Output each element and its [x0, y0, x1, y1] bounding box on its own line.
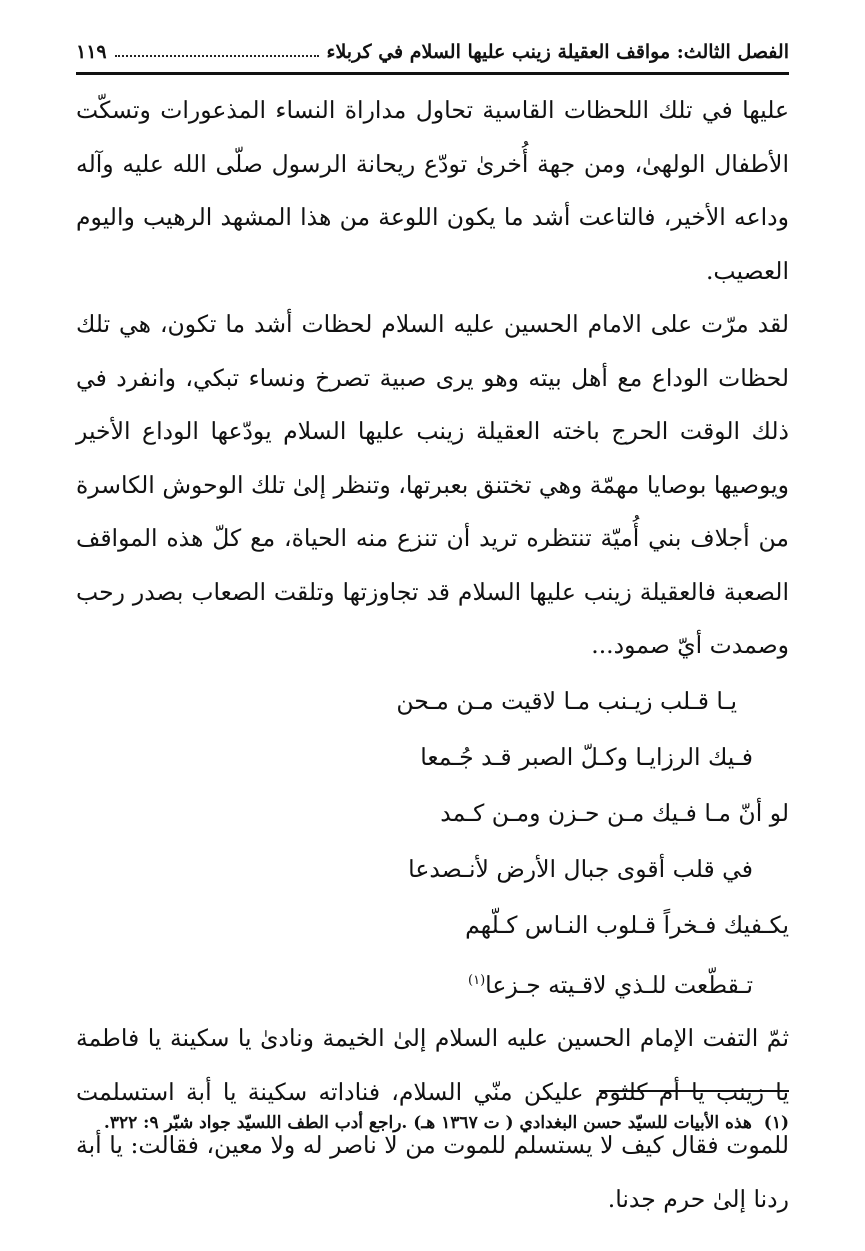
footnote	[76, 1105, 789, 1141]
dot-leader	[115, 35, 319, 57]
poem-line-6-text: تـقطّعت للـذي لاقـيته جـزعا	[485, 970, 753, 999]
poem	[76, 673, 789, 1013]
main-text	[76, 84, 789, 1226]
footnote-number: (١)	[763, 1113, 789, 1133]
paragraph-3: ثمّ التفت الإمام الحسين عليه السلام إلىٰ الخيمة ونادىٰ يا سكينة يا فاطمة يا زينب يا أم كلثوم عليكن منّي السلام، فناداته سكينة يا أبة استسلمت للموت فقال كيف لا يستسلم للموت من لا ناصر له ولا معين، فقالت: يا أبة ردنا إلىٰ حرم جدنا.	[76, 1024, 789, 1213]
poem-line-2: فـيك الرزايـا وكـلّ الصبر قـد جُـمعا	[420, 742, 753, 771]
poem-line-4: في قلب أقوى جبال الأرض لأنـصدعا	[408, 854, 753, 883]
chapter-title: الفصل الثالث: مواقف العقيلة زينب عليها السلام في كربلاء	[326, 41, 789, 63]
footnote-reference[interactable]: (١)	[468, 972, 486, 988]
paragraph-2: لقد مرّت على الامام الحسين عليه السلام لحظات أشد ما تكون، هي تلك لحظات الوداع مع أهل بيته وهو يرى صبية تصرخ ونساء تبكي، وانفرد في ذلك الوقت الحرج باخته العقيلة زينب عليها السلام يودّعها الوداع الأخير ويوصيها بوصايا مهمّة وهي تختنق بعبرتها، وتنظر إلىٰ تلك الوحوش الكاسرة من أجلاف بني أُميّة تنتظره تريد أن تنزع منه الحياة، مع كلّ هذه المواقف الصعبة فالعقيلة زينب عليها السلام قد تجاوزتها وتلقت الصعاب بصدر رحب وصمدت أيّ صمود...	[76, 310, 789, 659]
poem-line-1: يـا قـلب زيـنب مـا لاقيت مـن مـحن	[396, 686, 737, 715]
poem-line-6	[76, 953, 789, 1013]
running-header	[76, 32, 789, 75]
footnote-divider	[599, 1090, 789, 1092]
page-number: ١١٩	[76, 41, 107, 63]
paragraph-1: عليها في تلك اللحظات القاسية تحاول مداراة النساء المذعورات وتسكّت الأطفال الولهىٰ، ومن جهة أُخرىٰ تودّع ريحانة الرسول صلّى الله عليه وآله وداعه الأخير، فالتاعت أشد ما يكون اللوعة من هذا المشهد الرهيب واليوم العصيب.	[76, 96, 789, 285]
footnote-text: هذه الأبيات للسيّد حسن البغدادي ( ت ١٣٦٧ هـ) .راجع أدب الطف اللسيّد جواد شبّر ٩: ٣٢٢.	[103, 1113, 752, 1133]
poem-line-3: لو أنّ مـا فـيك مـن حـزن ومـن كـمد	[440, 798, 789, 827]
poem-line-5: يكـفيك فـخراً قـلوب النـاس كـلّهم	[465, 910, 789, 939]
